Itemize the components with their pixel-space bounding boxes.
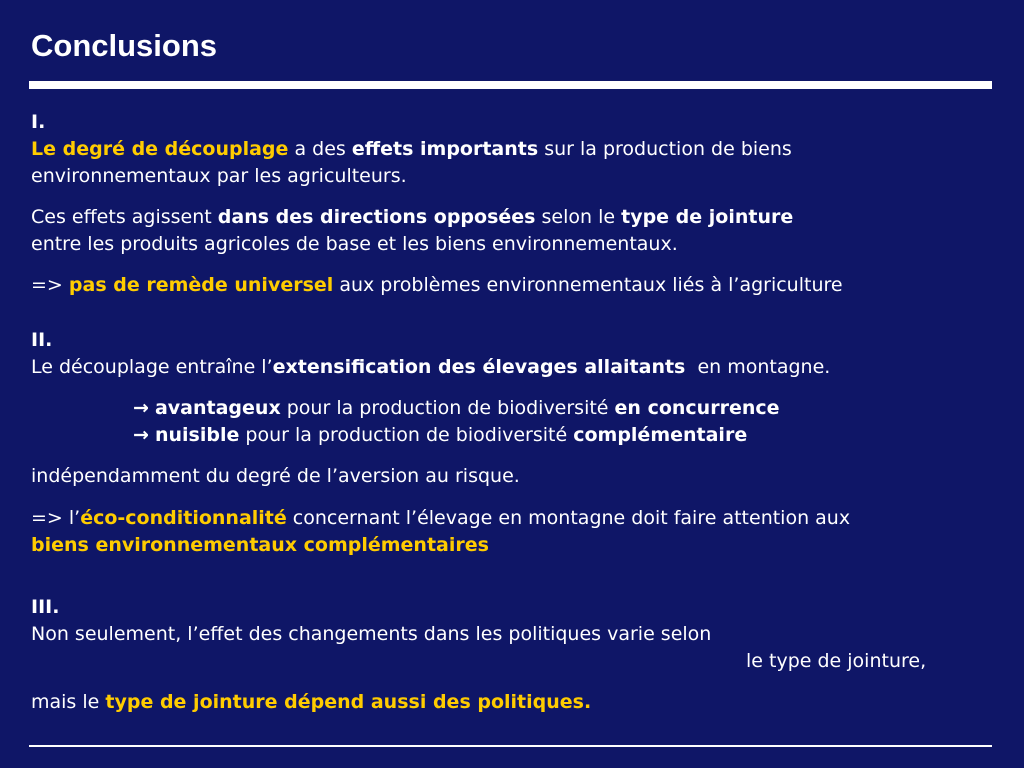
text: en montagne.	[685, 356, 831, 378]
highlight-text: type de jointure dépend aussi des politiques.	[105, 691, 592, 713]
section-1-paragraph-1-line-2: environnementaux par les agriculteurs.	[31, 165, 407, 187]
text: selon le	[535, 206, 622, 228]
bold-text: nuisible	[154, 424, 240, 446]
text: mais le	[31, 691, 106, 713]
text: pour la production de biodiversité	[239, 424, 574, 446]
section-3-heading: III.	[31, 596, 60, 618]
section-1-paragraph-1-line-1	[31, 136, 792, 162]
section-2-paragraph-1	[31, 354, 830, 380]
bullet-item-1	[133, 395, 780, 421]
bold-text: dans des directions opposées	[217, 206, 536, 228]
bold-text: type de jointure	[621, 206, 794, 228]
section-2-paragraph-2: indépendamment du degré de l’aversion au risque.	[31, 465, 520, 487]
section-1-heading: I.	[31, 111, 46, 133]
bullet-item-2	[133, 422, 747, 448]
bold-text: extensification des élevages allaitants	[272, 356, 686, 378]
highlight-text: Le degré de découplage	[31, 138, 289, 160]
text: => l’	[31, 507, 81, 529]
section-3-paragraph-1-continuation: le type de jointure,	[746, 650, 927, 672]
highlight-text: éco-conditionnalité	[80, 507, 287, 529]
highlight-text: pas de remède universel	[68, 274, 334, 296]
text: Le découplage entraîne l’	[31, 356, 273, 378]
bold-text: complémentaire	[573, 424, 748, 446]
text: Ces effets agissent	[31, 206, 218, 228]
section-1-conclusion	[31, 272, 843, 298]
section-1-paragraph-2-line-2: entre les produits agricoles de base et les biens environnementaux.	[31, 233, 678, 255]
section-2-conclusion-line-2: biens environnementaux complémentaires	[31, 534, 489, 556]
section-2-conclusion-line-1	[31, 505, 850, 531]
section-3-conclusion	[31, 689, 591, 715]
text: aux problèmes environnementaux liés à l’agriculture	[333, 274, 843, 296]
text: =>	[31, 274, 69, 296]
slide-title: Conclusions	[31, 28, 218, 63]
arrow-right-icon: →	[133, 397, 149, 419]
section-2-heading: II.	[31, 329, 53, 351]
bold-text: en concurrence	[614, 397, 780, 419]
bold-text: avantageux	[154, 397, 281, 419]
section-1-paragraph-2-line-1	[31, 204, 793, 230]
footer-divider	[29, 745, 992, 747]
text: a des	[288, 138, 352, 160]
bold-text: effets importants	[351, 138, 539, 160]
text: sur la production de biens	[538, 138, 792, 160]
section-3-paragraph-1: Non seulement, l’effet des changements dans les politiques varie selon	[31, 623, 712, 645]
text: pour la production de biodiversité	[280, 397, 615, 419]
arrow-right-icon: →	[133, 424, 149, 446]
title-divider	[29, 81, 992, 89]
text: concernant l’élevage en montagne doit faire attention aux	[286, 507, 851, 529]
